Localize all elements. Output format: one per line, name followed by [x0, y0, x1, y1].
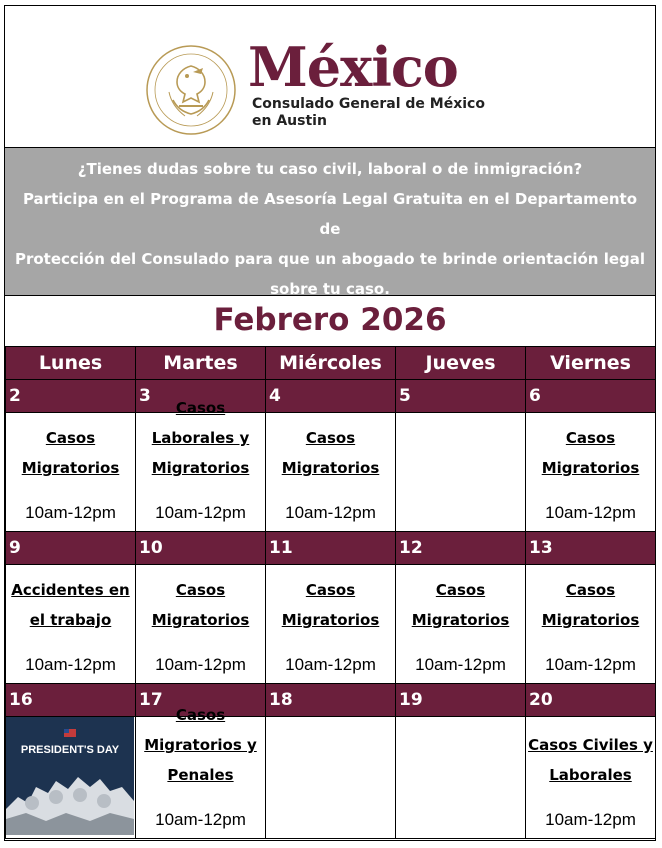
presidents-day-caption: PRESIDENT'S DAY: [20, 744, 120, 756]
case-type-line: Laborales: [549, 766, 632, 784]
info-line: Protección del Consulado para que un abogado te brinde orientación legal: [14, 249, 646, 268]
day-cell: [396, 565, 526, 684]
day-cell: [6, 717, 136, 839]
date-number: 5: [396, 380, 526, 413]
day-cell: [136, 565, 266, 684]
time-slot: 10am-12pm: [415, 655, 506, 674]
case-type: [396, 575, 525, 635]
time-slot: 10am-12pm: [25, 655, 116, 674]
date-number-row: [6, 380, 656, 413]
date-number: 3: [136, 380, 266, 413]
time-slot: 10am-12pm: [545, 655, 636, 674]
case-type-line: Casos: [175, 399, 226, 417]
case-type-line: Casos: [175, 581, 226, 599]
weekday-label: Jueves: [396, 347, 526, 380]
day-cell: [266, 565, 396, 684]
day-cell: [266, 413, 396, 532]
info-line: sobre tu caso.: [270, 279, 390, 298]
date-number: 10: [136, 532, 266, 565]
date-number: 18: [266, 684, 396, 717]
day-content-row: [6, 413, 656, 532]
case-type: [6, 423, 135, 483]
case-type-line: Migratorios: [541, 459, 640, 477]
case-type-line: Migratorios y: [144, 736, 257, 754]
case-type: [266, 575, 395, 635]
time-slot: 10am-12pm: [285, 503, 376, 522]
case-type: [526, 423, 655, 483]
case-type: [136, 393, 265, 483]
weekday-label: Miércoles: [266, 347, 396, 380]
case-type-line: el trabajo: [29, 611, 112, 629]
case-type-line: Migratorios: [281, 611, 380, 629]
brand-title: México: [248, 35, 458, 99]
day-cell: [6, 565, 136, 684]
weekday-label: Martes: [136, 347, 266, 380]
case-type-line: Casos: [435, 581, 486, 599]
coat-of-arms-icon: [143, 42, 239, 138]
date-number: 11: [266, 532, 396, 565]
case-type-line: Casos: [565, 581, 616, 599]
case-type: [6, 575, 135, 635]
presidents-day-image: [6, 717, 134, 835]
info-banner: [5, 147, 655, 296]
case-type-line: Migratorios: [21, 459, 120, 477]
case-type-line: Casos Civiles y: [528, 736, 653, 754]
weekday-label: Lunes: [6, 347, 136, 380]
date-number: 16: [6, 684, 136, 717]
brand-subtitle-line1: Consulado General de México: [252, 96, 485, 112]
day-content-row: [6, 717, 656, 839]
date-number: 20: [526, 684, 656, 717]
day-cell: [526, 565, 656, 684]
date-number: 12: [396, 532, 526, 565]
case-type-line: Laborales y: [151, 429, 250, 447]
case-type-line: Penales: [167, 766, 234, 784]
brand: [248, 35, 485, 130]
case-type: [526, 575, 655, 635]
case-type-line: Accidentes en: [11, 581, 130, 599]
time-slot: 10am-12pm: [25, 503, 116, 522]
case-type-line: Casos: [565, 429, 616, 447]
header: [5, 6, 655, 147]
day-cell: [136, 706, 266, 839]
date-number: 2: [6, 380, 136, 413]
day-cell: [6, 413, 136, 532]
info-line: ¿Tienes dudas sobre tu caso civil, laboral o de inmigración?: [77, 159, 583, 178]
date-number-row: [6, 532, 656, 565]
case-type: [526, 730, 655, 790]
case-type-line: Casos: [175, 706, 226, 724]
time-slot: 10am-12pm: [545, 810, 636, 829]
day-cell: [396, 413, 526, 532]
time-slot: 10am-12pm: [155, 503, 246, 522]
time-slot: 10am-12pm: [545, 503, 636, 522]
day-content-row: [6, 565, 656, 684]
time-slot: 10am-12pm: [285, 655, 376, 674]
case-type: [136, 700, 265, 790]
case-type: [266, 423, 395, 483]
case-type-line: Casos: [45, 429, 96, 447]
calendar-grid: [5, 346, 656, 839]
date-number: 13: [526, 532, 656, 565]
case-type-line: Migratorios: [281, 459, 380, 477]
day-cell: [526, 717, 656, 839]
weekday-header-row: [6, 347, 656, 380]
day-cell: [136, 399, 266, 532]
date-number: 9: [6, 532, 136, 565]
case-type-line: Migratorios: [411, 611, 510, 629]
date-number: 19: [396, 684, 526, 717]
time-slot: 10am-12pm: [155, 810, 246, 829]
case-type-line: Migratorios: [151, 611, 250, 629]
day-cell: [396, 717, 526, 839]
flyer: [4, 5, 656, 841]
case-type-line: Casos: [305, 429, 356, 447]
case-type-line: Migratorios: [151, 459, 250, 477]
case-type-line: Migratorios: [541, 611, 640, 629]
date-number: 4: [266, 380, 396, 413]
weekday-label: Viernes: [526, 347, 656, 380]
month-title: Febrero 2026: [213, 302, 447, 338]
day-cell: [526, 413, 656, 532]
case-type-line: Casos: [305, 581, 356, 599]
day-cell: [266, 717, 396, 839]
info-line: Participa en el Programa de Asesoría Legal Gratuita en el Departamento de: [22, 189, 638, 238]
case-type: [136, 575, 265, 635]
date-number-row: [6, 684, 656, 717]
time-slot: 10am-12pm: [155, 655, 246, 674]
brand-subtitle-line2: en Austin: [252, 113, 327, 129]
date-number: 17: [136, 684, 266, 717]
date-number: 6: [526, 380, 656, 413]
